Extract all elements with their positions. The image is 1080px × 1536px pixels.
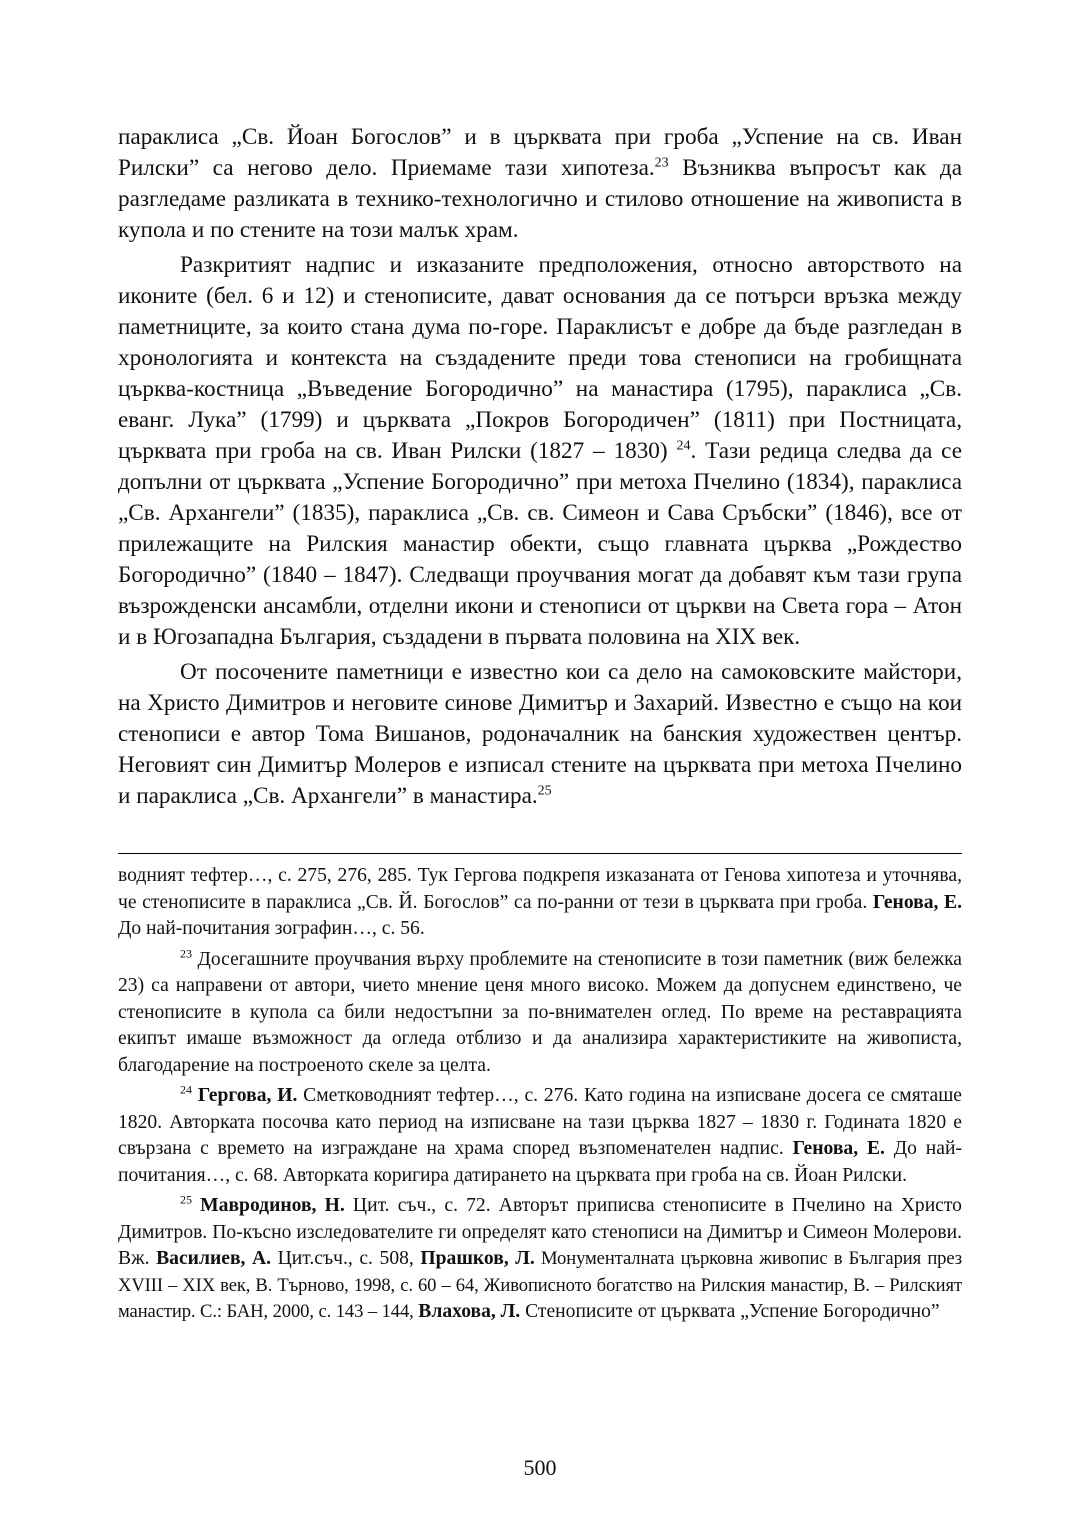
- page-number: 500: [523, 1455, 557, 1480]
- footnote-24: $^{24}$ Гергова, И. Сметководният тефтер…, с. 276. Като година на изписване досега се смяташе 1820. Авторката посочва като период на изписване на тази църква 1827 – 1830 г. Годината 1820 е свързана с времето на изграждане на храма според възпоменателен надпис. Генова, Е. До най-почитания…, с. 68. Авторката коригира датирането на църквата при гроба на св. Йоан Рилски.: [118, 1082, 962, 1186]
- footnotes: [118, 863, 962, 1330]
- footnote-25: $^{25}$ Мавродинов, Н. Цит. съч., с. 72. Авторът приписва стенописите в Пчелино на Христо Димитров. По-късно изследователите ги определят като стенописи на Димитър и Симеон Молерови. Вж. Василиев, А. Цит.съч., с. 508, Прашков, Л. Монументалната църковна живопис в България през XVIII – XIX век, В. Търново, 1998, с. 60 – 64, Живописното богатство на Рилския манастир, В. – Рилският манастир. С.: БАН, 2000, с. 143 – 144, Влахова, Л. Стенописите от църквата „Успение Богородично”: [118, 1192, 962, 1322]
- main-text: [118, 122, 962, 816]
- paragraph-2: Разкритият надпис и изказаните предположения, относно авторството на иконите (бел. 6 и 12) и стенописите, дават основания да се потърси връзка между паметниците, за които стана дума по-горе. Параклисът е добре да бъде разгледан в хронологията и контекста на създадените преди това стенописи на гробищната църква-костница „Въведение Богородично” на манастира (1795), параклиса „Св. еванг. Лука” (1799) и църквата „Покров Богородичен” (1811) при Постницата, църквата при гроба на св. Иван Рилски (1827 – 1830) $^{24}$. Тази редица следва да се допълни от църквата „Успение Богородично” при метоха Пчелино (1834), параклиса „Св. Архангели” (1835), параклиса „Св. св. Симеон и Сава Сръбски” (1846), все от прилежащите на Рилския манастир обекти, също главната църква „Рождество Богородично” (1840 – 1847). Следващи проучвания могат да добавят към тази група възрожденски ансамбли, отделни икони и стенописи от църкви на Света гора – Атон и в Югозападна България, създадени в първата половина на XIX век.: [118, 252, 962, 650]
- footnote-continuation: водният тефтер…, с. 275, 276, 285. Тук Гергова подкрепя изказаната от Генова хипотеза и уточнява, че стенописите в параклиса „Св. Й. Богослов” са по-ранни от тези в църквата при гроба. Генова, Е. До най-почитания зографин…, с. 56.: [118, 865, 962, 939]
- footnote-number: 24: [180, 1082, 192, 1097]
- footnote-23: $^{23}$ Досегашните проучвания върху проблемите на стенописите в този паметник (виж бележка 23) са направени от автори, чието мнение ценя много високо. Можем да допуснем единствено, че стенописите в купола са били недостъпни за по-внимателен оглед. По време на реставрацията екипът имаше възможност да огледа отблизо и да анализира характеристиките на живописта, благодарение на построеното скеле за целта.: [118, 945, 962, 1076]
- footnote-number: 23: [180, 945, 192, 960]
- footnote-ref-25[interactable]: 25: [537, 783, 552, 799]
- footnote-number: 25: [180, 1192, 192, 1207]
- paragraph-1: параклиса „Св. Йоан Богослов” и в църквата при гроба „Успение на св. Иван Рилски” са негово дело. Приемаме тази хипотеза.$^{23}$ Възниква въпросът как да разгледаме разликата в технико-технологично и стилово отношение на живописта в купола и по стените на този малък храм.: [118, 124, 962, 243]
- paragraph-3: От посочените паметници е известно кои са дело на самоковските майстори, на Христо Димитров и неговите синове Димитър и Захарий. Известно е също на кои стенописи е автор Тома Вишанов, родоначалник на банския художествен център. Неговият син Димитър Молеров е изписал стените на църквата при метоха Пчелино и параклиса „Св. Архангели” в манастира.$^{25}$: [118, 659, 962, 809]
- footnote-ref-24[interactable]: 24: [676, 438, 691, 454]
- footnote-separator: [118, 853, 962, 854]
- footnote-ref-23[interactable]: 23: [654, 155, 669, 171]
